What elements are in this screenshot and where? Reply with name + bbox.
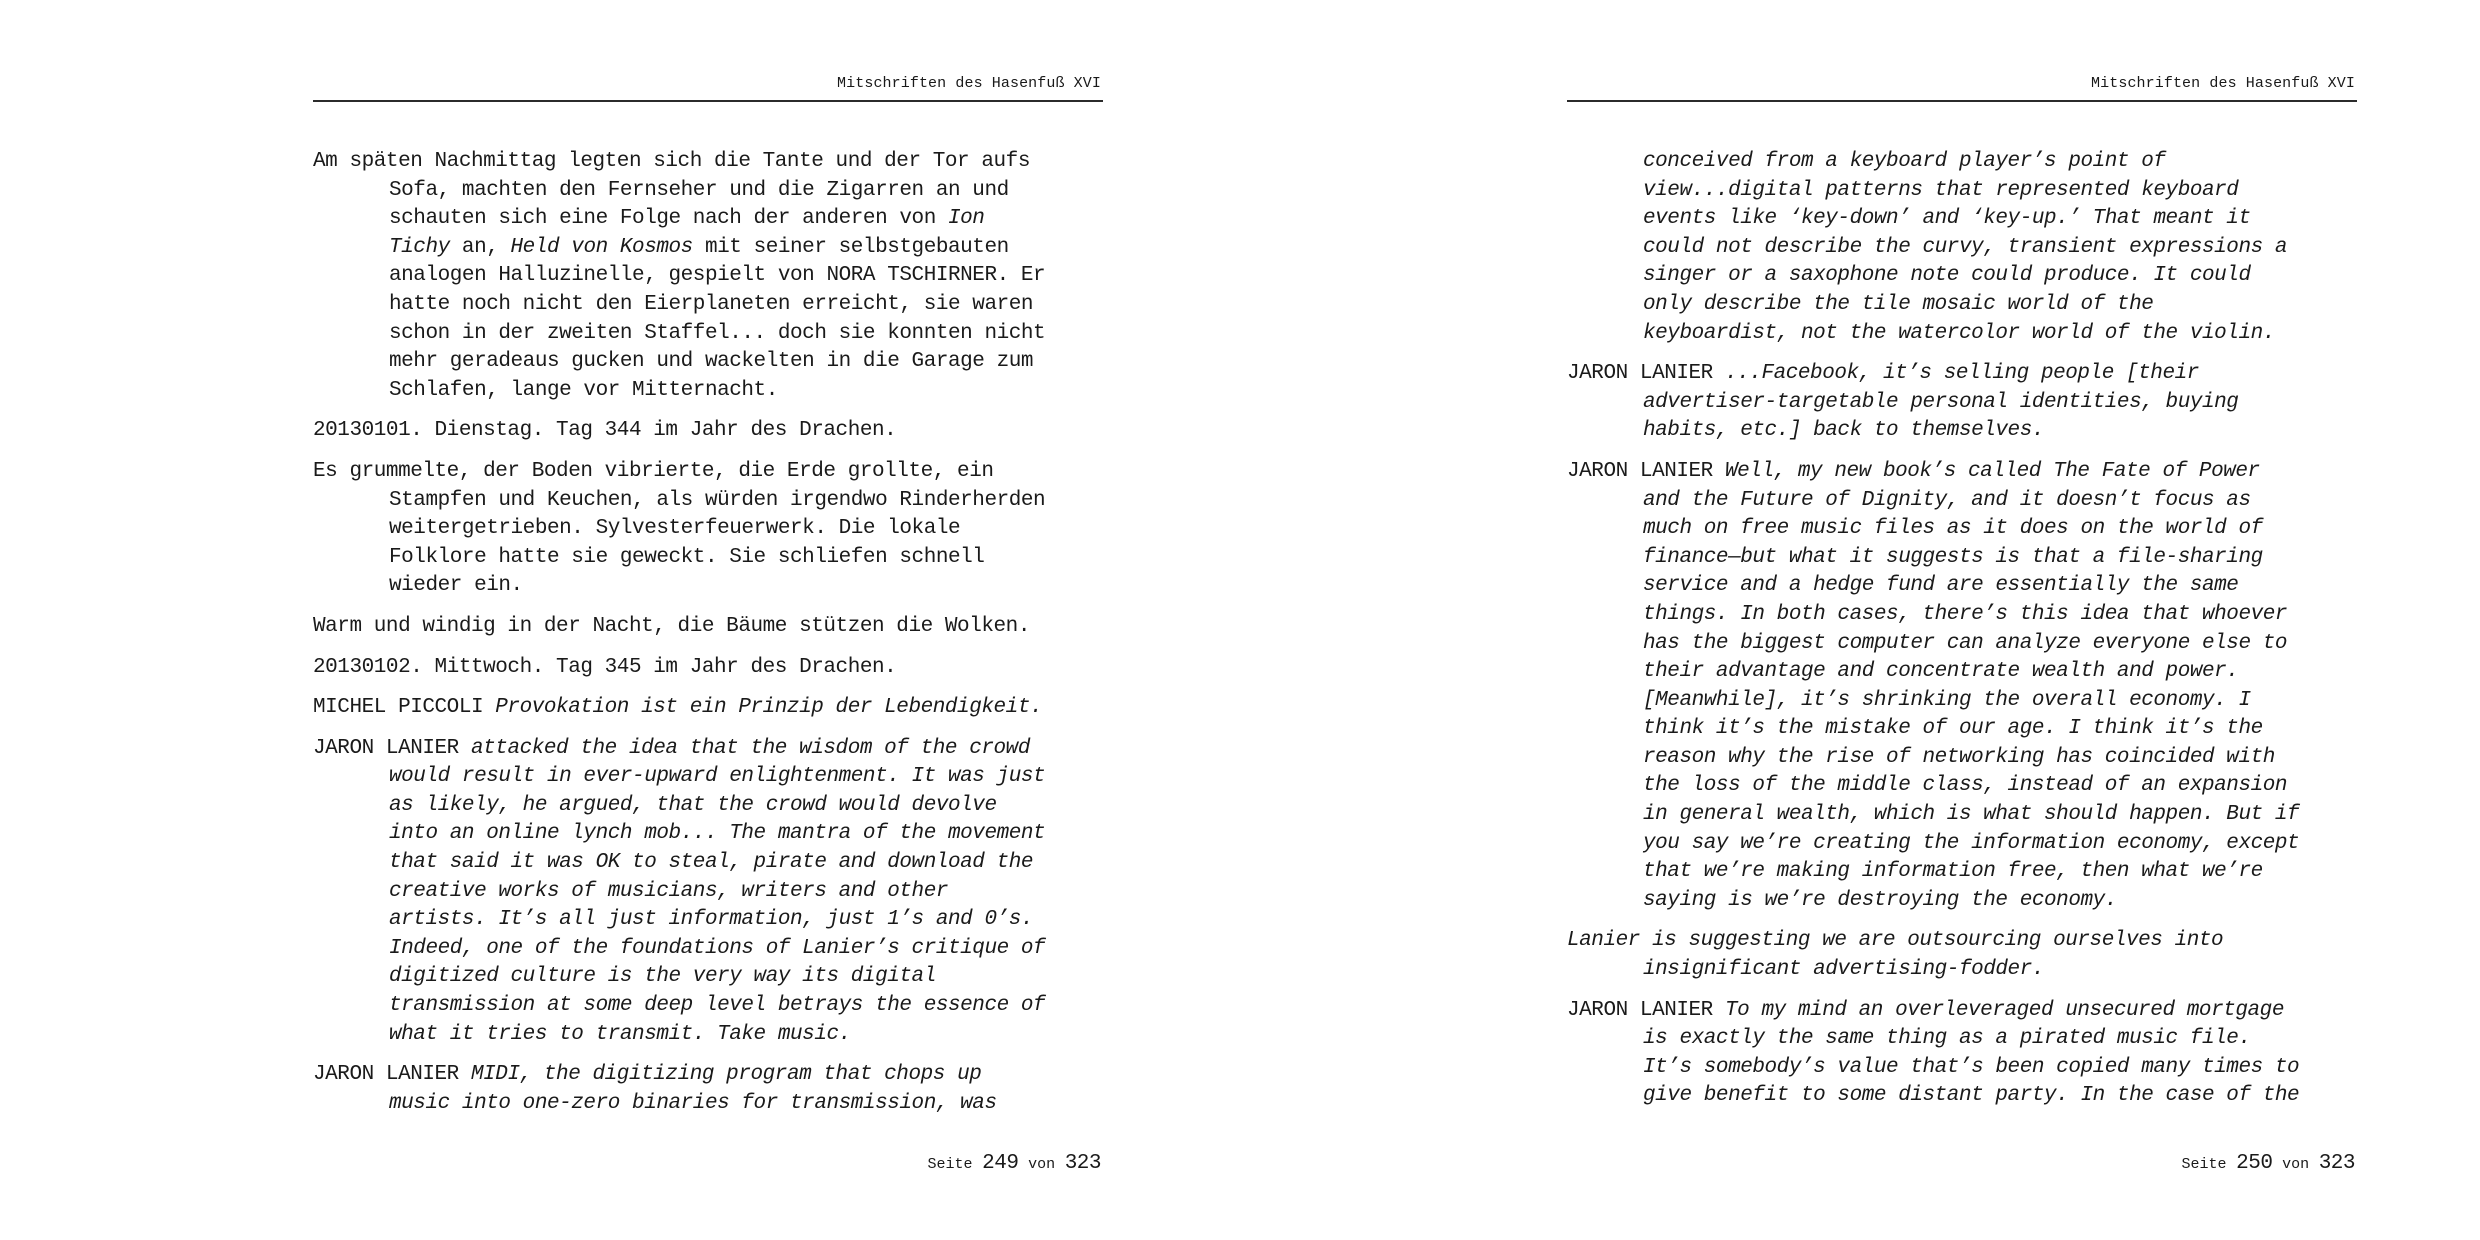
text-run: JARON LANIER <box>313 736 471 760</box>
text-run: JARON LANIER <box>1567 998 1725 1022</box>
italic-text-run: Held von Kosmos <box>510 235 693 259</box>
italic-text-run: MIDI, the digitizing program that chops up music into one-zero binaries for transmission, was <box>389 1063 997 1115</box>
right-page-footer-prefix: Seite <box>2181 1156 2227 1173</box>
right-page-footer <box>2182 1152 2355 1175</box>
text-run: 20130102. Mittwoch. Tag 345 im Jahr des Drachen. <box>313 655 897 679</box>
text-run: Warm und windig in der Nacht, die Bäume stützen die Wolken. <box>313 614 1030 638</box>
text-run: JARON LANIER <box>1567 362 1725 386</box>
left-page-footer-prefix: Seite <box>927 1156 973 1173</box>
text-run: mit seiner selbstgebauten analogen Halluzinelle, gespielt von NORA TSCHIRNER. Er hatte noch nicht den Eierplaneten erreicht, sie waren schon in der zweiten Staffel... doch sie konnten nicht mehr geradeaus gucken und wackelten in die Garage zum Schlafen, lange vor Mitternacht. <box>389 235 1046 402</box>
italic-text-run: attacked the idea that the wisdom of the crowd would result in ever-upward enlightenment. It was just as likely, he argued, that the crowd would devolve into an online lynch mob... The mantra of the movement that said it was OK to steal, pirate and download the creative works of musicians, writers and other artists. It’s all just information, just 1’s and 0’s. Indeed, one of the foundations of Lanier’s critique of digitized culture is the very way its digital transmission at some deep level betrays the essence of what it tries to transmit. Take music. <box>389 736 1046 1046</box>
left-page-running-header <box>313 74 1103 102</box>
right-page-header-title: Mitschriften des Hasenfuß XVI <box>2091 75 2355 92</box>
italic-text-run: Well, my new book’s called The Fate of Power and the Future of Dignity, and it doesn’t focus as much on free music files as it does on the world of finance—but what it suggests is that a file-sharing service and a hedge fund are essentially the same things. In both cases, there’s this idea that whoever has the biggest computer can analyze everyone else to their advantage and concentrate wealth and power. [Meanwhile], it’s shrinking the overall economy. I think it’s the mistake of our age. I think it’s the reason why the rise of networking has coincided with the loss of the middle class, instead of an expansion in general wealth, which is what should happen. But if you say we’re creating the information economy, except that we’re making information free, then what we’re saying is we’re destroying the economy. <box>1643 459 2300 912</box>
text-paragraph <box>1567 360 2357 446</box>
left-page-footer-mid: von <box>1028 1156 1056 1173</box>
left-page-body <box>313 148 1103 1130</box>
text-run: an, <box>449 235 511 259</box>
text-run: MICHEL PICCOLI <box>313 696 496 720</box>
left-page-footer <box>928 1152 1101 1175</box>
text-run: Am späten Nachmittag legten sich die Tante und der Tor aufs Sofa, machten den Fernseher und die Zigarren an und schauten sich eine Folge nach der anderen von <box>313 150 1030 231</box>
text-paragraph <box>1567 927 2357 984</box>
text-paragraph <box>313 458 1103 601</box>
right-page-total: 323 <box>2318 1152 2355 1175</box>
left-page-header-title: Mitschriften des Hasenfuß XVI <box>837 75 1101 92</box>
right-page-body <box>1567 148 2357 1123</box>
italic-text-run: Ion Tichy <box>389 207 985 259</box>
text-paragraph <box>313 148 1103 405</box>
text-run: JARON LANIER <box>313 1063 471 1087</box>
right-page-running-header <box>1567 74 2357 102</box>
text-paragraph <box>1567 997 2357 1111</box>
right-page <box>1567 0 2357 1240</box>
text-paragraph <box>1567 458 2357 916</box>
text-paragraph <box>313 654 1103 683</box>
text-run: Es grummelte, der Boden vibrierte, die Erde grollte, ein Stampfen und Keuchen, als würden irgendwo Rinderherden weitergetrieben. Sylvesterfeuerwerk. Die lokale Folklore hatte sie geweckt. Sie schliefen schnell wieder ein. <box>313 459 1046 598</box>
text-paragraph <box>313 613 1103 642</box>
left-page-number: 249 <box>982 1152 1019 1175</box>
text-run: JARON LANIER <box>1567 459 1725 483</box>
left-page-total: 323 <box>1064 1152 1101 1175</box>
text-paragraph <box>313 694 1103 723</box>
text-paragraph <box>313 417 1103 446</box>
text-paragraph <box>313 735 1103 1050</box>
right-page-number: 250 <box>2236 1152 2273 1175</box>
left-page <box>313 0 1103 1240</box>
text-paragraph <box>1567 148 2357 348</box>
italic-text-run: conceived from a keyboard player’s point of view...digital patterns that represented keyboard events like ‘key-down’ and ‘key-up.’ That meant it could not describe the curvy, transient expressions a singer or a saxophone note could produce. It could only describe the tile mosaic world of the keyboardist, not the watercolor world of the violin. <box>1643 150 2288 345</box>
italic-text-run: To my mind an overleveraged unsecured mortgage is exactly the same thing as a pirated music file. It’s somebody’s value that’s been copied many times to give benefit to some distant party. In the case of the <box>1643 998 2300 1108</box>
right-page-footer-mid: von <box>2282 1156 2310 1173</box>
text-paragraph <box>313 1061 1103 1118</box>
italic-text-run: Lanier is suggesting we are outsourcing ourselves into insignificant advertising-fodder. <box>1567 929 2224 982</box>
text-run: 20130101. Dienstag. Tag 344 im Jahr des Drachen. <box>313 419 897 443</box>
italic-text-run: Provokation ist ein Prinzip der Lebendigkeit. <box>495 696 1043 720</box>
italic-text-run: ...Facebook, it’s selling people [their advertiser-targetable personal identities, buying habits, etc.] back to themselves. <box>1643 362 2239 443</box>
